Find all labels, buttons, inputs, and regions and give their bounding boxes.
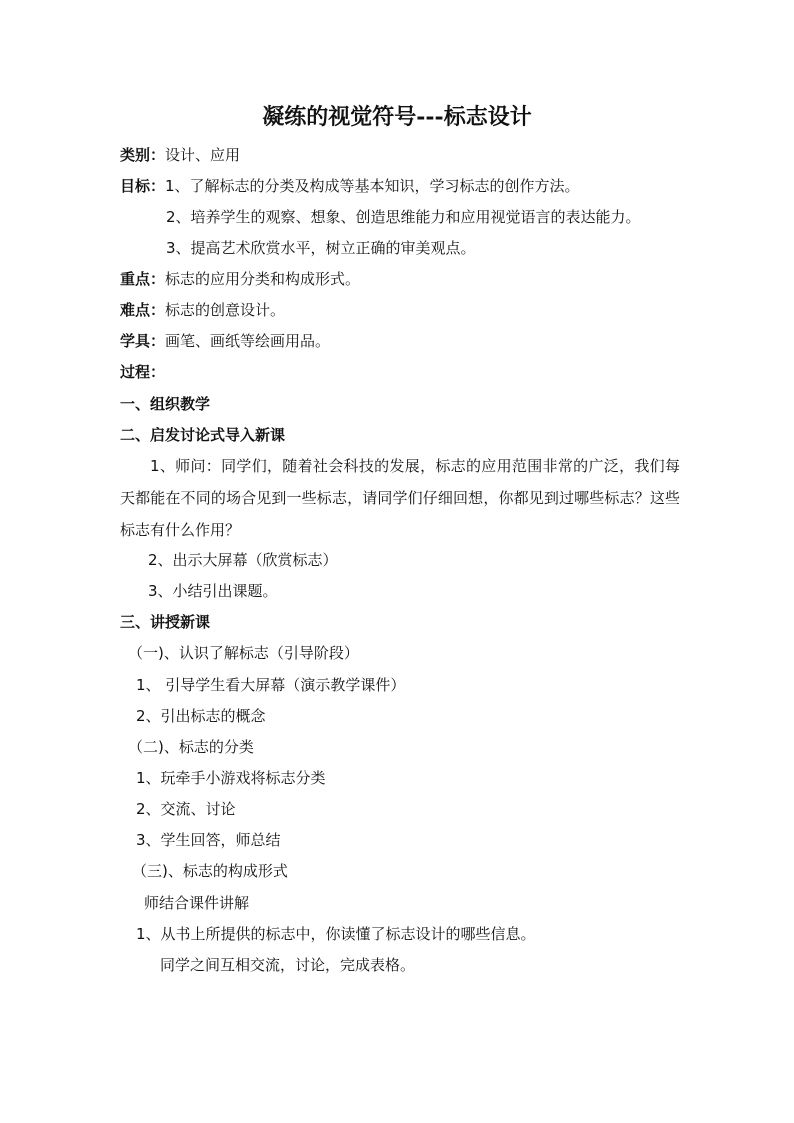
section-heading: 三、讲授新课: [120, 613, 211, 631]
list-item: 1、 引导学生看大屏幕（演示教学课件）: [136, 676, 406, 694]
note-text: 同学之间互相交流，讨论，完成表格。: [160, 956, 416, 974]
document-title: 凝练的视觉符号---标志设计: [262, 104, 532, 130]
difficulty-text: 标志的创意设计。: [165, 301, 286, 319]
tools-label: 学具：: [120, 332, 166, 350]
list-item: 2、交流、讨论: [136, 800, 236, 818]
process-label: 过程：: [120, 363, 166, 381]
category-text: 设计、应用: [165, 146, 241, 164]
subsection-heading: （二)、标志的分类: [128, 738, 254, 756]
list-item: 1、玩牵手小游戏将标志分类: [136, 769, 326, 787]
section-heading: 二、启发讨论式导入新课: [120, 426, 286, 444]
goals-label: 目标：: [120, 177, 166, 195]
difficulty-label: 难点：: [120, 301, 166, 319]
list-item: 2、引出标志的概念: [136, 707, 266, 725]
category-label: 类别：: [120, 146, 166, 164]
list-item: 3、小结引出课题。: [148, 582, 278, 600]
key-point-line: [120, 268, 360, 290]
difficulty-line: [120, 299, 285, 321]
tools-text: 画笔、画纸等绘画用品。: [165, 332, 331, 350]
key-point-label: 重点：: [120, 270, 166, 288]
tools-line: [120, 330, 330, 352]
category-line: [120, 144, 240, 166]
subsection-heading: （一)、认识了解标志（引导阶段）: [128, 644, 359, 662]
section2-paragraph: 1、师问：同学们，随着社会科技的发展，标志的应用范围非常的广泛，我们每天都能在不同的场合见到一些标志，请同学们仔细回想，你都见到过哪些标志？这些标志有什么作用？: [120, 457, 680, 539]
goal-item: 3、提高艺术欣赏水平，树立正确的审美观点。: [166, 239, 476, 257]
list-item: 1、从书上所提供的标志中，你读懂了标志设计的哪些信息。: [136, 925, 536, 943]
subsection-heading: （三)、标志的构成形式: [132, 862, 288, 880]
intro-text: 师结合课件讲解: [144, 894, 250, 912]
goal-item: 2、培养学生的观察、想象、创造思维能力和应用视觉语言的表达能力。: [166, 208, 641, 226]
list-item: 2、出示大屏幕（欣赏标志）: [148, 551, 338, 569]
section-heading: 一、组织教学: [120, 395, 211, 413]
goals-line: [120, 175, 580, 197]
key-point-text: 标志的应用分类和构成形式。: [165, 270, 361, 288]
goal-item: 1、了解标志的分类及构成等基本知识，学习标志的创作方法。: [165, 177, 580, 195]
list-item: 3、学生回答，师总结: [136, 831, 281, 849]
